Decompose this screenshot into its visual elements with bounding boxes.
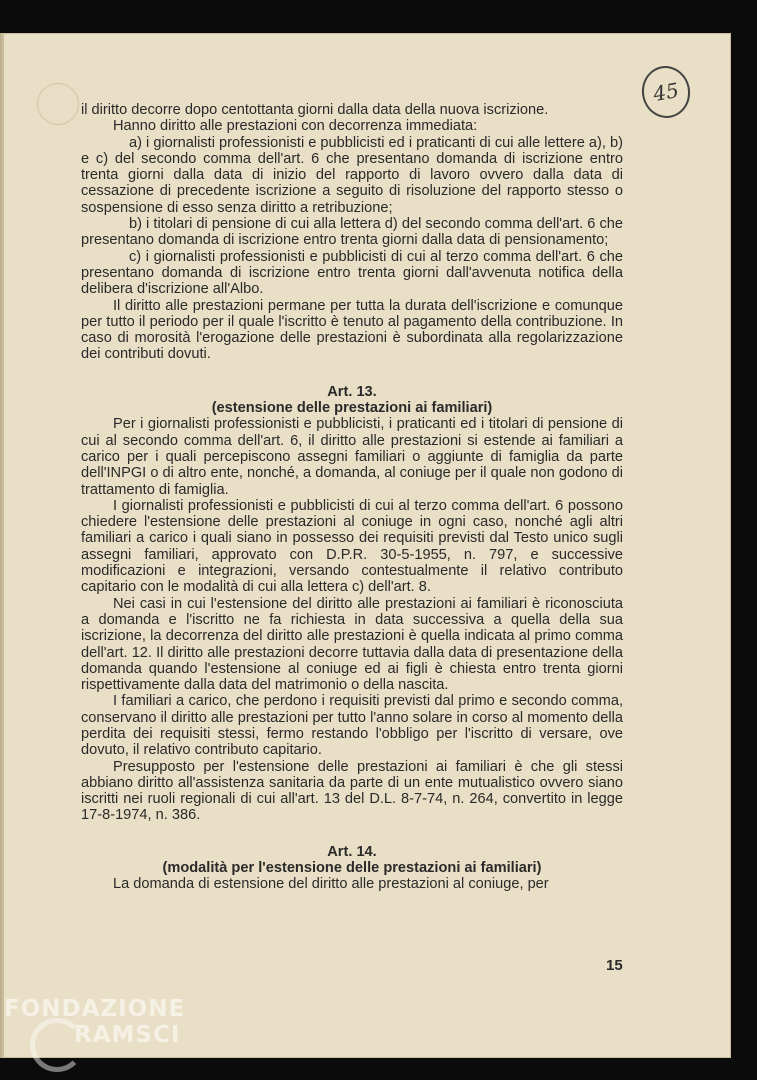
- paragraph: il diritto decorre dopo centottanta giorni dalla data della nuova iscrizione.: [81, 102, 549, 118]
- paragraph: Il diritto alle prestazioni permane per tutta la durata dell'iscrizione e comunque per tutto il periodo per il quale l'iscritto è tenuto al pagamento della contribuzione. In caso di morosità l'erogazione delle prestazioni è subordinata alla regolarizzazione dei contributi dovuti.: [81, 297, 623, 363]
- paragraph: I giornalisti professionisti e pubblicisti di cui al terzo comma dell'art. 6 possono chiedere l'estensione delle prestazioni al coniuge in ogni caso, nonché agli altri familiari a carico i quali siano in possesso dei requisiti previsti dal Testo unico sugli assegni familiari, approvato con D.P.R. 30-5-1955, n. 797, e successive modificazioni e integrazioni, versando contestualmente il relativo contributo capitario con le modalità di cui alla lettera c) dell'art. 8.: [81, 497, 623, 596]
- article-13-title: Art. 13.: [327, 383, 377, 400]
- article-14-subtitle: (modalità per l'estensione delle prestazioni ai familiari): [162, 860, 542, 877]
- document-body: [81, 102, 623, 893]
- paragraph: La domanda di estensione del diritto alle prestazioni al coniuge, per: [113, 876, 549, 893]
- list-item-a: a) i giornalisti professionisti e pubblicisti ed i praticanti di cui alle lettere a), b) e c) del secondo comma dell'art. 6 che presentano domanda di iscrizione entro trenta giorni dalla data di inizio del rapporto di lavoro ovvero dalla data di cessazione di precedente iscrizione a seguito di risoluzione del rapporto stesso o sospensione di esso senza diritto a retribuzione;: [81, 134, 623, 216]
- paragraph: Presupposto per l'estensione delle prestazioni ai familiari è che gli stessi abbiano diritto all'assistenza sanitaria da parte di un ente mutualistico ovvero siano iscritti nei ruoli regionali di cui all'art. 13 del D.L. 8-7-74, n. 264, convertito in legge 17-8-1974, n. 386.: [81, 758, 623, 824]
- paragraph: Hanno diritto alle prestazioni con decorrenza immediata:: [113, 118, 478, 135]
- paragraph: Nei casi in cui l'estensione del diritto alle prestazioni ai familiari è riconosciuta a domanda e l'iscritto ne fa richiesta in data successiva a quella della sua iscrizione, la decorrenza del diritto alle prestazioni è quella indicata al primo comma dell'art. 12. Il diritto alle prestazioni decorre tuttavia dalla data di presentazione della domanda quando l'estensione al coniuge ed ai figli è chiesta entro trenta giorni rispettivamente dalla data del matrimonio o della nascita.: [81, 595, 623, 694]
- watermark-line-2: RAMSCI: [74, 1022, 181, 1048]
- list-item-c: c) i giornalisti professionisti e pubblicisti di cui al terzo comma dell'art. 6 che presentano domanda di iscrizione entro trenta giorni dall'avvenuta notifica della delibera d'iscrizione all'Albo.: [81, 248, 623, 298]
- watermark: [4, 996, 185, 1048]
- faint-stamp: [37, 83, 79, 125]
- page-number: 15: [606, 957, 623, 974]
- watermark-line-1: FONDAZIONE: [4, 996, 186, 1022]
- list-item-b: b) i titolari di pensione di cui alla lettera d) del secondo comma dell'art. 6 che presentano domanda di iscrizione entro trenta giorni dalla data di pensionamento;: [81, 216, 623, 249]
- handwritten-page-annotation: 45: [638, 62, 694, 122]
- paragraph: I familiari a carico, che perdono i requisiti previsti dal primo e secondo comma, conservano il diritto alle prestazioni per tutto l'anno solare in corso al momento della perdita dei requisiti stessi, fermo restando l'obbligo per l'iscritto di versare, ove dovuto, il relativo contributo capitario.: [81, 693, 623, 759]
- paragraph: Per i giornalisti professionisti e pubblicisti, i praticanti ed i titolari di pensione di cui al secondo comma dell'art. 6, il diritto alle prestazioni si estende ai familiari a carico per i quali percepiscono assegni familiari o aggiunte di famiglia da parte dell'INPGI o di altro ente, nonché, a domanda, al coniuge per il quale non godono di trattamento di famiglia.: [81, 416, 623, 498]
- article-13-subtitle: (estensione delle prestazioni ai familiari): [211, 400, 493, 417]
- article-14-title: Art. 14.: [327, 843, 377, 860]
